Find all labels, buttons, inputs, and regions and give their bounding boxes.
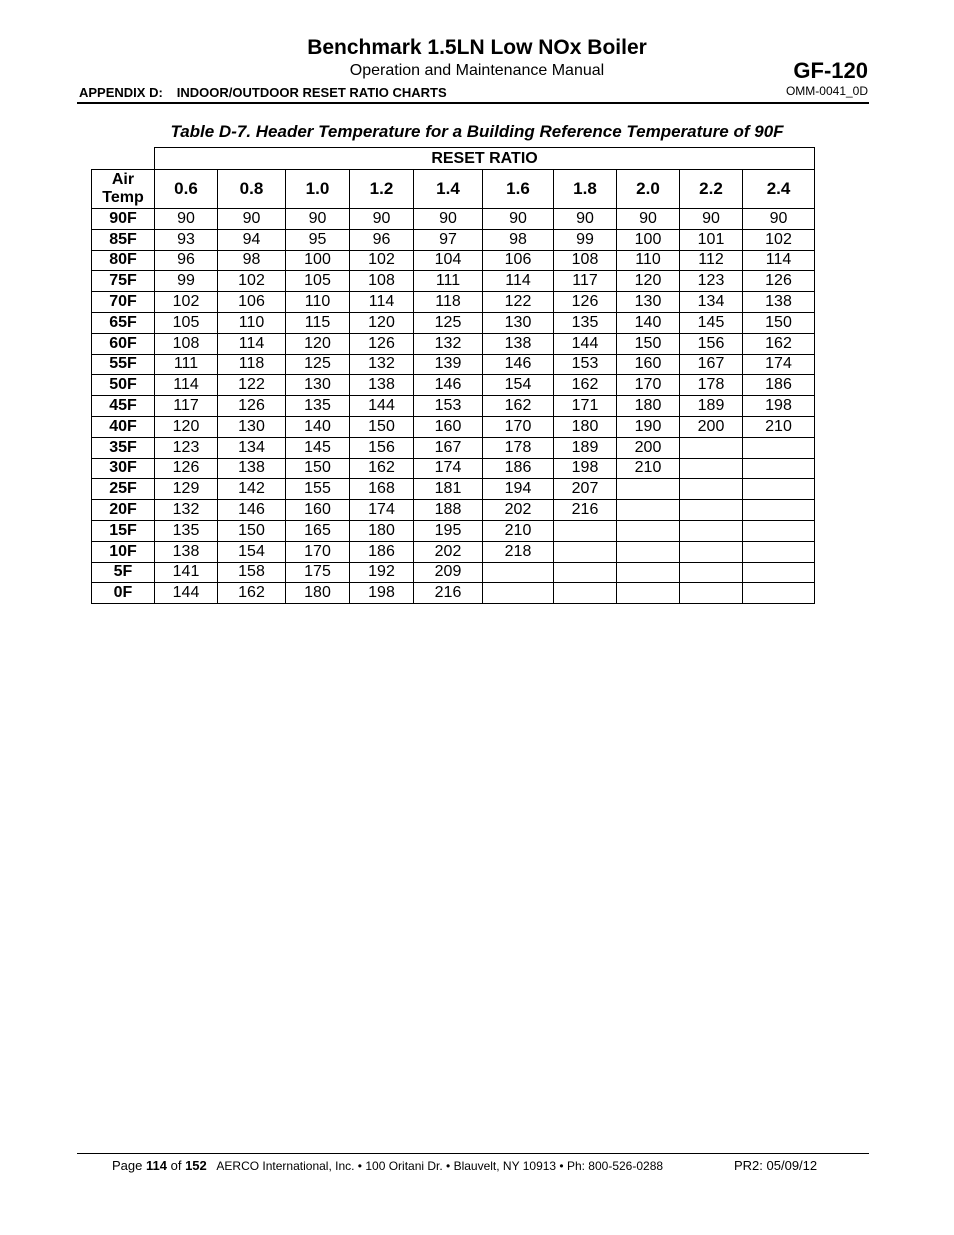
air-temp-label: 15F [92, 520, 155, 541]
table-cell: 144 [554, 333, 617, 354]
table-cell: 108 [155, 333, 218, 354]
table-cell: 126 [743, 271, 815, 292]
table-cell: 146 [414, 375, 483, 396]
table-cell: 122 [483, 292, 554, 313]
table-cell: 125 [414, 312, 483, 333]
air-temp-label: 25F [92, 479, 155, 500]
table-cell: 114 [155, 375, 218, 396]
table-cell [743, 583, 815, 604]
table-cell [743, 458, 815, 479]
table-cell: 90 [414, 209, 483, 230]
table-cell: 129 [155, 479, 218, 500]
table-cell: 210 [743, 416, 815, 437]
air-temp-label: 70F [92, 292, 155, 313]
table-cell [680, 458, 743, 479]
table-cell: 102 [218, 271, 286, 292]
table-cell: 207 [554, 479, 617, 500]
table-cell: 120 [617, 271, 680, 292]
document-subtitle: Operation and Maintenance Manual [349, 62, 605, 79]
table-cell: 209 [414, 562, 483, 583]
table-cell: 216 [414, 583, 483, 604]
table-cell: 174 [350, 500, 414, 521]
table-cell: 189 [554, 437, 617, 458]
table-cell: 90 [483, 209, 554, 230]
table-cell: 216 [554, 500, 617, 521]
table-cell: 95 [286, 229, 350, 250]
table-row [92, 209, 815, 230]
table-cell: 162 [350, 458, 414, 479]
appendix-label: APPENDIX D: [79, 85, 163, 100]
reset-ratio-header: RESET RATIO [155, 148, 815, 170]
table-cell: 150 [350, 416, 414, 437]
page-prefix: Page [112, 1158, 143, 1173]
table-cell: 118 [414, 292, 483, 313]
table-cell: 135 [286, 396, 350, 417]
table-cell [617, 541, 680, 562]
table-cell: 150 [218, 520, 286, 541]
page-number: 114 [146, 1158, 167, 1173]
table-cell: 97 [414, 229, 483, 250]
air-temp-label: 30F [92, 458, 155, 479]
table-cell: 123 [155, 437, 218, 458]
table-cell: 171 [554, 396, 617, 417]
table-cell: 162 [483, 396, 554, 417]
table-cell [483, 562, 554, 583]
table-cell: 167 [414, 437, 483, 458]
table-cell: 114 [743, 250, 815, 271]
ratio-column-header: 1.8 [554, 170, 617, 209]
table-cell [554, 583, 617, 604]
table-cell: 160 [414, 416, 483, 437]
table-cell: 170 [483, 416, 554, 437]
table-row [92, 333, 815, 354]
table-cell [617, 479, 680, 500]
table-cell [554, 541, 617, 562]
table-cell: 194 [483, 479, 554, 500]
corner-cell [92, 148, 155, 170]
table-cell: 130 [218, 416, 286, 437]
table-cell: 174 [743, 354, 815, 375]
table-cell: 167 [680, 354, 743, 375]
table-row [92, 250, 815, 271]
ratio-column-header: 2.0 [617, 170, 680, 209]
table-cell: 200 [680, 416, 743, 437]
table-cell [743, 562, 815, 583]
revision: PR2: 05/09/12 [734, 1158, 818, 1173]
air-temp-label: 50F [92, 375, 155, 396]
table-cell: 106 [483, 250, 554, 271]
table-cell: 188 [414, 500, 483, 521]
table-row [92, 292, 815, 313]
table-cell: 125 [286, 354, 350, 375]
table-cell: 122 [218, 375, 286, 396]
table-cell: 192 [350, 562, 414, 583]
table-cell: 110 [617, 250, 680, 271]
table-cell: 90 [286, 209, 350, 230]
table-cell: 138 [743, 292, 815, 313]
table-cell: 150 [617, 333, 680, 354]
table-cell: 132 [414, 333, 483, 354]
table-cell: 202 [414, 541, 483, 562]
table-cell: 210 [483, 520, 554, 541]
air-temp-label: 0F [92, 583, 155, 604]
air-temp-header-line: Air [111, 171, 135, 188]
page-of: of [170, 1158, 182, 1173]
table-cell [743, 500, 815, 521]
ratio-column-header: 1.0 [286, 170, 350, 209]
table-cell: 202 [483, 500, 554, 521]
ratio-column-header: 1.6 [483, 170, 554, 209]
table-cell: 186 [483, 458, 554, 479]
table-cell: 126 [155, 458, 218, 479]
table-row [92, 520, 815, 541]
table-cell [617, 562, 680, 583]
table-row [92, 437, 815, 458]
table-cell: 120 [286, 333, 350, 354]
table-cell: 155 [286, 479, 350, 500]
table-row [92, 229, 815, 250]
table-cell [680, 562, 743, 583]
air-temp-header-line: Temp [102, 189, 144, 206]
air-temp-label: 80F [92, 250, 155, 271]
table-cell: 102 [350, 250, 414, 271]
table-cell: 108 [350, 271, 414, 292]
table-row [92, 479, 815, 500]
table-cell: 99 [554, 229, 617, 250]
table-cell: 132 [350, 354, 414, 375]
table-cell: 150 [743, 312, 815, 333]
table-cell: 198 [743, 396, 815, 417]
table-row [92, 562, 815, 583]
table-cell: 117 [155, 396, 218, 417]
table-cell: 144 [155, 583, 218, 604]
table-cell: 178 [483, 437, 554, 458]
table-cell: 200 [617, 437, 680, 458]
table-cell: 146 [218, 500, 286, 521]
air-temp-label: 55F [92, 354, 155, 375]
table-cell: 162 [743, 333, 815, 354]
air-temp-label: 20F [92, 500, 155, 521]
table-cell: 139 [414, 354, 483, 375]
table-cell: 154 [218, 541, 286, 562]
air-temp-label: 45F [92, 396, 155, 417]
table-cell: 141 [155, 562, 218, 583]
table-cell: 90 [743, 209, 815, 230]
table-cell: 111 [414, 271, 483, 292]
table-cell: 156 [680, 333, 743, 354]
table-cell: 126 [350, 333, 414, 354]
table-caption: Table D-7. Header Temperature for a Building Reference Temperature of 90F [170, 122, 784, 141]
table-row [92, 271, 815, 292]
air-temp-label: 10F [92, 541, 155, 562]
air-temp-label: 65F [92, 312, 155, 333]
table-row [92, 541, 815, 562]
table-cell: 123 [680, 271, 743, 292]
table-cell: 150 [286, 458, 350, 479]
table-cell: 104 [414, 250, 483, 271]
table-cell: 165 [286, 520, 350, 541]
table-cell: 198 [554, 458, 617, 479]
air-temp-label: 5F [92, 562, 155, 583]
appendix-title: INDOOR/OUTDOOR RESET RATIO CHARTS [176, 85, 447, 100]
table-cell: 189 [680, 396, 743, 417]
table-cell: 90 [350, 209, 414, 230]
table-cell: 100 [617, 229, 680, 250]
table-cell: 130 [483, 312, 554, 333]
reset-ratio-table [91, 147, 815, 604]
ratio-column-header: 0.8 [218, 170, 286, 209]
table-row [92, 354, 815, 375]
table-cell: 126 [218, 396, 286, 417]
table-cell: 90 [617, 209, 680, 230]
table-cell: 105 [155, 312, 218, 333]
table-cell [680, 583, 743, 604]
company-address: AERCO International, Inc. • 100 Oritani Dr. • Blauvelt, NY 10913 • Ph: 800-526-0288 [216, 1159, 664, 1173]
table-cell: 190 [617, 416, 680, 437]
table-cell: 118 [218, 354, 286, 375]
air-temp-label: 85F [92, 229, 155, 250]
table-cell [554, 562, 617, 583]
table-cell: 138 [218, 458, 286, 479]
table-cell: 111 [155, 354, 218, 375]
table-cell [483, 583, 554, 604]
table-cell [680, 520, 743, 541]
table-cell: 154 [483, 375, 554, 396]
table-cell [743, 437, 815, 458]
table-cell: 178 [680, 375, 743, 396]
table-cell: 110 [218, 312, 286, 333]
table-cell: 180 [617, 396, 680, 417]
air-temp-label: 60F [92, 333, 155, 354]
appendix-heading [79, 85, 447, 100]
page-total: 152 [185, 1158, 207, 1173]
table-cell: 134 [680, 292, 743, 313]
table-cell: 90 [554, 209, 617, 230]
table-row [92, 375, 815, 396]
table-cell: 160 [286, 500, 350, 521]
air-temp-label: 35F [92, 437, 155, 458]
table-row [92, 500, 815, 521]
table-cell: 195 [414, 520, 483, 541]
ratio-column-header: 1.4 [414, 170, 483, 209]
table-cell: 117 [554, 271, 617, 292]
table-cell: 146 [483, 354, 554, 375]
table-cell: 126 [554, 292, 617, 313]
page-footer [112, 1158, 818, 1173]
table-cell: 180 [554, 416, 617, 437]
table-cell [617, 500, 680, 521]
table-row [92, 312, 815, 333]
table-cell: 138 [483, 333, 554, 354]
table-cell: 130 [617, 292, 680, 313]
air-temp-header [92, 170, 155, 209]
table-cell [680, 479, 743, 500]
table-cell [743, 479, 815, 500]
table-cell: 160 [617, 354, 680, 375]
table-cell: 145 [286, 437, 350, 458]
table-cell: 168 [350, 479, 414, 500]
table-cell: 90 [680, 209, 743, 230]
table-cell: 210 [617, 458, 680, 479]
table-cell: 162 [554, 375, 617, 396]
footer-divider [77, 1153, 869, 1154]
table-cell: 101 [680, 229, 743, 250]
table-cell [554, 520, 617, 541]
table-cell: 186 [743, 375, 815, 396]
table-cell: 106 [218, 292, 286, 313]
table-cell: 180 [286, 583, 350, 604]
table-cell: 181 [414, 479, 483, 500]
table-cell: 96 [155, 250, 218, 271]
table-cell: 186 [350, 541, 414, 562]
ratio-column-header: 0.6 [155, 170, 218, 209]
document-code: GF-120 [793, 58, 868, 83]
table-cell: 100 [286, 250, 350, 271]
table-cell: 108 [554, 250, 617, 271]
table-row [92, 416, 815, 437]
table-cell: 105 [286, 271, 350, 292]
table-cell: 180 [350, 520, 414, 541]
table-cell: 130 [286, 375, 350, 396]
air-temp-label: 90F [92, 209, 155, 230]
table-cell: 144 [350, 396, 414, 417]
table-cell: 153 [414, 396, 483, 417]
table-cell: 153 [554, 354, 617, 375]
document-number: OMM-0041_0D [785, 84, 868, 98]
table-cell: 158 [218, 562, 286, 583]
table-cell: 90 [155, 209, 218, 230]
ratio-column-header: 2.2 [680, 170, 743, 209]
table-cell: 114 [483, 271, 554, 292]
table-cell: 99 [155, 271, 218, 292]
table-cell: 162 [218, 583, 286, 604]
table-cell: 102 [743, 229, 815, 250]
document-title: Benchmark 1.5LN Low NOx Boiler [307, 36, 647, 59]
table-cell: 198 [350, 583, 414, 604]
table-cell: 175 [286, 562, 350, 583]
table-cell [680, 541, 743, 562]
table-row [92, 583, 815, 604]
table-cell: 135 [554, 312, 617, 333]
table-cell: 134 [218, 437, 286, 458]
table-cell: 120 [155, 416, 218, 437]
air-temp-label: 40F [92, 416, 155, 437]
table-cell: 145 [680, 312, 743, 333]
table-cell: 98 [483, 229, 554, 250]
table-cell: 132 [155, 500, 218, 521]
table-cell: 93 [155, 229, 218, 250]
table-cell [743, 520, 815, 541]
table-cell [617, 583, 680, 604]
table-cell: 96 [350, 229, 414, 250]
table-cell: 114 [350, 292, 414, 313]
table-cell: 140 [286, 416, 350, 437]
table-row [92, 458, 815, 479]
table-cell: 142 [218, 479, 286, 500]
table-cell: 115 [286, 312, 350, 333]
table-cell: 218 [483, 541, 554, 562]
table-cell: 170 [286, 541, 350, 562]
table-cell: 94 [218, 229, 286, 250]
ratio-column-header: 1.2 [350, 170, 414, 209]
table-cell: 114 [218, 333, 286, 354]
header-divider [77, 102, 869, 104]
table-cell: 170 [617, 375, 680, 396]
table-cell: 102 [155, 292, 218, 313]
table-cell: 120 [350, 312, 414, 333]
air-temp-label: 75F [92, 271, 155, 292]
table-cell: 110 [286, 292, 350, 313]
table-row [92, 396, 815, 417]
table-cell: 90 [218, 209, 286, 230]
table-cell: 138 [155, 541, 218, 562]
table-cell: 174 [414, 458, 483, 479]
table-cell [617, 520, 680, 541]
table-cell: 140 [617, 312, 680, 333]
table-cell [680, 437, 743, 458]
table-cell [680, 500, 743, 521]
ratio-column-header: 2.4 [743, 170, 815, 209]
table-cell [743, 541, 815, 562]
table-cell: 138 [350, 375, 414, 396]
table-cell: 98 [218, 250, 286, 271]
table-cell: 135 [155, 520, 218, 541]
table-cell: 112 [680, 250, 743, 271]
table-cell: 156 [350, 437, 414, 458]
